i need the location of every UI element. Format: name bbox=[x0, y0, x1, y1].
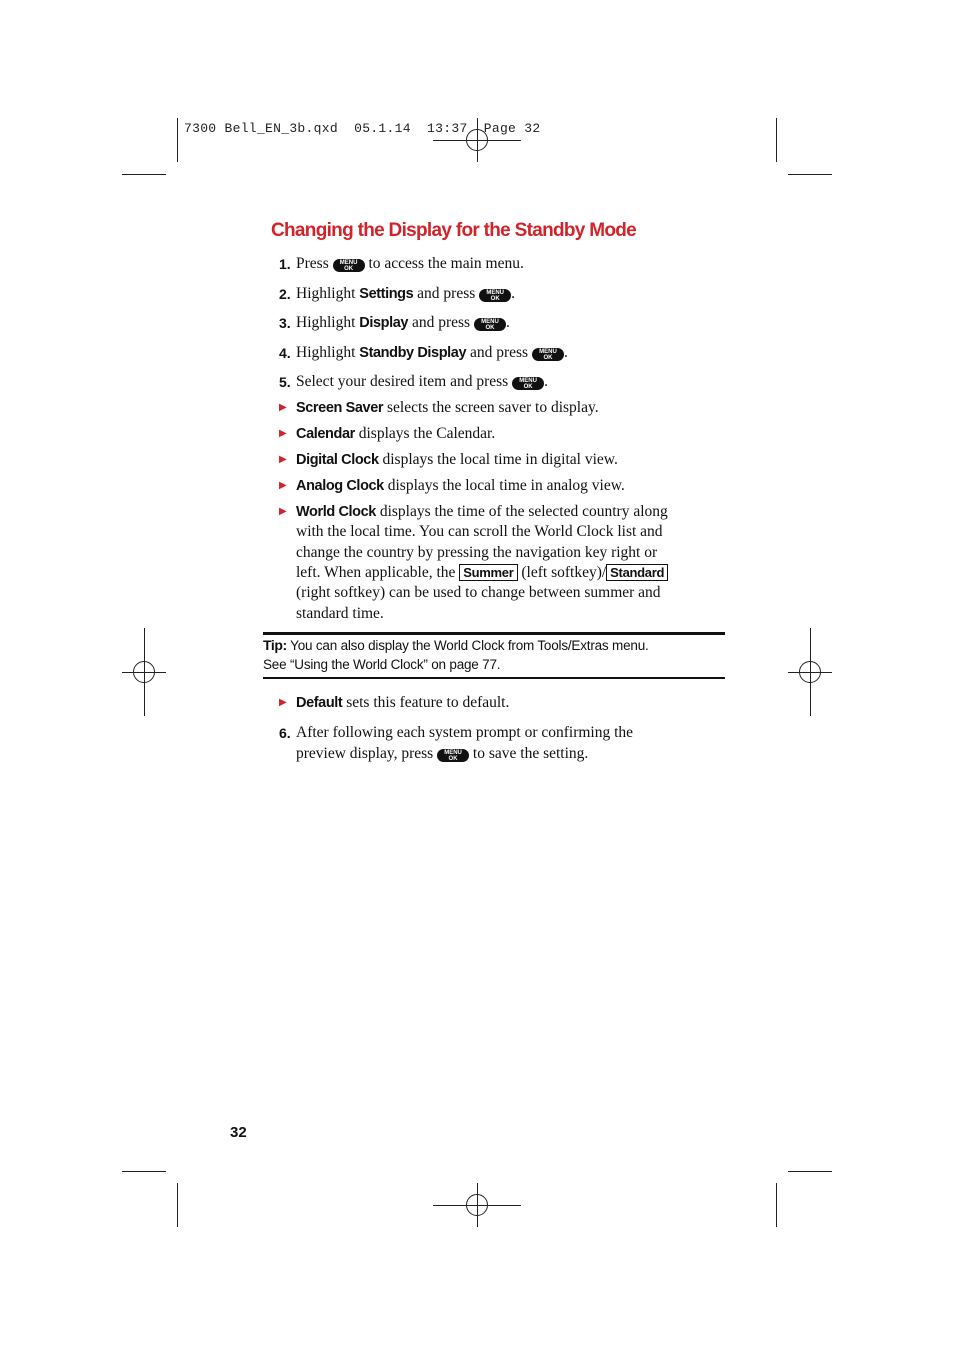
step-6-line-1: After following each system prompt or confirming the bbox=[296, 724, 634, 741]
registration-circle bbox=[466, 1194, 488, 1216]
registration-circle bbox=[799, 661, 821, 683]
bullet-arrow-icon: ▶ bbox=[279, 480, 287, 491]
bullet-world-clock-line-4: left. When applicable, the Summer (left softkey)/ Standard bbox=[296, 563, 668, 584]
crop-mark bbox=[788, 1171, 832, 1172]
page-number: 32 bbox=[230, 1124, 247, 1141]
bullet-world-clock-line-2: with the local time. You can scroll the World Clock list and bbox=[296, 523, 663, 540]
bullet-world-clock-line-1: World Clock displays the time of the selected country along bbox=[296, 503, 668, 520]
step-3: Highlight Display and press MENU OK . bbox=[296, 314, 510, 331]
bullet-arrow-icon: ▶ bbox=[279, 454, 287, 465]
crop-mark bbox=[122, 1171, 166, 1172]
step-5: Select your desired item and press MENU OK . bbox=[296, 373, 548, 390]
standard-softkey-label: Standard bbox=[606, 564, 668, 581]
step-6-line-2: preview display, press MENU OK to save the setting. bbox=[296, 745, 589, 762]
step-number: 5. bbox=[279, 374, 291, 390]
step-number: 4. bbox=[279, 345, 291, 361]
bullet-arrow-icon: ▶ bbox=[279, 428, 287, 439]
step-number: 1. bbox=[279, 256, 291, 272]
step-2: Highlight Settings and press MENU OK . bbox=[296, 285, 516, 302]
step-4: Highlight Standby Display and press MENU OK . bbox=[296, 344, 568, 361]
menu-ok-key-icon: MENU OK bbox=[474, 318, 506, 331]
print-slug: 7300 Bell_EN_3b.qxd 05.1.14 13:37 Page 32 bbox=[184, 121, 541, 136]
bullet-arrow-icon: ▶ bbox=[279, 402, 287, 413]
menu-ok-key-icon: MENU OK bbox=[479, 289, 511, 302]
step-number: 6. bbox=[279, 725, 291, 741]
bullet-world-clock-line-5: (right softkey) can be used to change between summer and bbox=[296, 584, 661, 601]
menu-ok-key-icon: MENU OK bbox=[333, 259, 365, 272]
menu-ok-key-icon: MENU OK bbox=[437, 749, 469, 762]
crop-mark bbox=[177, 118, 178, 162]
crop-mark bbox=[776, 1183, 777, 1227]
bullet-default: Default sets this feature to default. bbox=[296, 694, 510, 711]
bullet-digital-clock: Digital Clock displays the local time in digital view. bbox=[296, 451, 618, 468]
bullet-screen-saver: Screen Saver selects the screen saver to display. bbox=[296, 399, 599, 416]
bullet-arrow-icon: ▶ bbox=[279, 697, 287, 708]
registration-circle bbox=[133, 661, 155, 683]
bullet-calendar: Calendar displays the Calendar. bbox=[296, 425, 496, 442]
bullet-world-clock-line-3: change the country by pressing the navigation key right or bbox=[296, 544, 658, 561]
summer-softkey-label: Summer bbox=[459, 564, 517, 581]
bullet-analog-clock: Analog Clock displays the local time in analog view. bbox=[296, 477, 625, 494]
step-number: 2. bbox=[279, 286, 291, 302]
tip-line-1: Tip: You can also display the World Clock from Tools/Extras menu. bbox=[263, 637, 649, 653]
page-title: Changing the Display for the Standby Mode bbox=[271, 220, 637, 241]
crop-mark bbox=[788, 174, 832, 175]
crop-mark bbox=[776, 118, 777, 162]
crop-mark bbox=[177, 1183, 178, 1227]
bullet-world-clock-line-6: standard time. bbox=[296, 605, 384, 622]
bullet-arrow-icon: ▶ bbox=[279, 506, 287, 517]
menu-ok-key-icon: MENU OK bbox=[532, 348, 564, 361]
step-1: Press MENU OK to access the main menu. bbox=[296, 255, 524, 272]
menu-ok-key-icon: MENU OK bbox=[512, 377, 544, 390]
tip-label: Tip: bbox=[263, 637, 287, 653]
crop-mark bbox=[122, 174, 166, 175]
tip-line-2: See “Using the World Clock” on page 77. bbox=[263, 657, 501, 672]
step-number: 3. bbox=[279, 315, 291, 331]
